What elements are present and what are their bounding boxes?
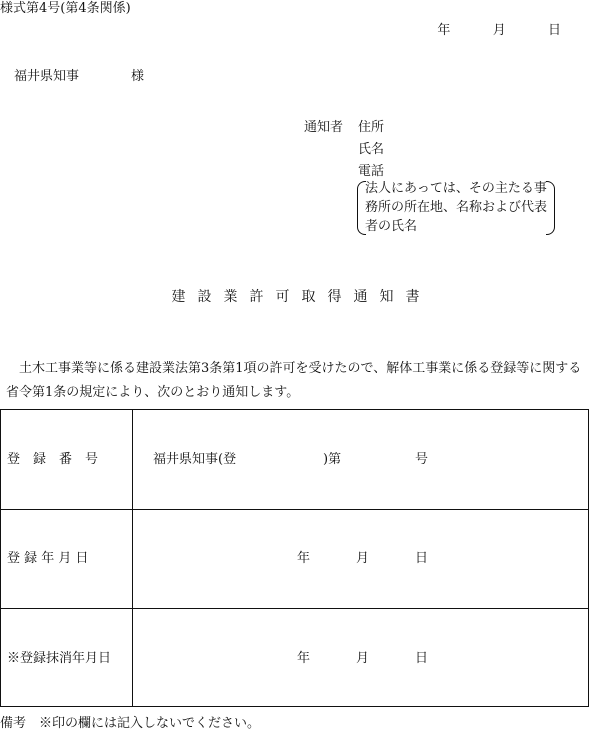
cancellation-date-month: 月	[356, 651, 370, 666]
form-number: 様式第4号(第4条関係)	[0, 1, 131, 16]
corporate-note	[357, 179, 555, 235]
addressee-honorific: 様	[131, 69, 145, 84]
cancellation-date-label: ※登録抹消年月日	[7, 651, 112, 666]
registration-number-mid[interactable]: )第	[323, 452, 342, 467]
cancellation-date-year: 年	[297, 651, 311, 666]
date-header	[437, 24, 561, 37]
body-paragraph	[6, 357, 590, 405]
registration-date-month[interactable]: 月	[356, 551, 370, 566]
date-year-label: 年	[437, 23, 451, 38]
date-day-label: 日	[547, 23, 561, 38]
notifier-label: 通知者	[304, 120, 344, 135]
date-month-label: 月	[492, 23, 506, 38]
table-row-divider	[1, 608, 588, 609]
remarks-note: 備考 ※印の欄には記入しないでください。	[0, 716, 261, 731]
document-title: 建設業許可取得通知書	[171, 289, 432, 305]
registration-number-suffix: 号	[415, 452, 429, 467]
table-row-divider	[1, 509, 588, 510]
body-text: 土木工事業等に係る建設業法第3条第1項の許可を受けたので、解体工事業に係る登録等に関する省令第1条の規定により、次のとおり通知します。	[6, 361, 582, 400]
registration-date-label: 登 録 年 月 日	[7, 551, 89, 566]
corporate-note-text: 法人にあっては、その主たる事務所の所在地、名称および代表者の氏名	[365, 181, 548, 234]
notifier-block	[304, 117, 384, 183]
registration-date-day[interactable]: 日	[415, 551, 429, 566]
registration-number-prefix[interactable]: 福井県知事(登	[153, 452, 237, 467]
name-label: 氏名	[358, 142, 385, 157]
cancellation-date-day: 日	[415, 651, 429, 666]
registration-date-year[interactable]: 年	[297, 551, 311, 566]
registration-number-label: 登 録 番 号	[7, 452, 99, 467]
left-bracket	[357, 181, 366, 235]
right-bracket	[546, 181, 555, 235]
addressee-name: 福井県知事	[14, 69, 80, 84]
phone-label: 電話	[358, 164, 385, 179]
addressee	[14, 70, 144, 83]
address-label: 住所	[358, 120, 385, 135]
table-column-divider	[132, 410, 133, 706]
registration-table	[0, 409, 589, 707]
